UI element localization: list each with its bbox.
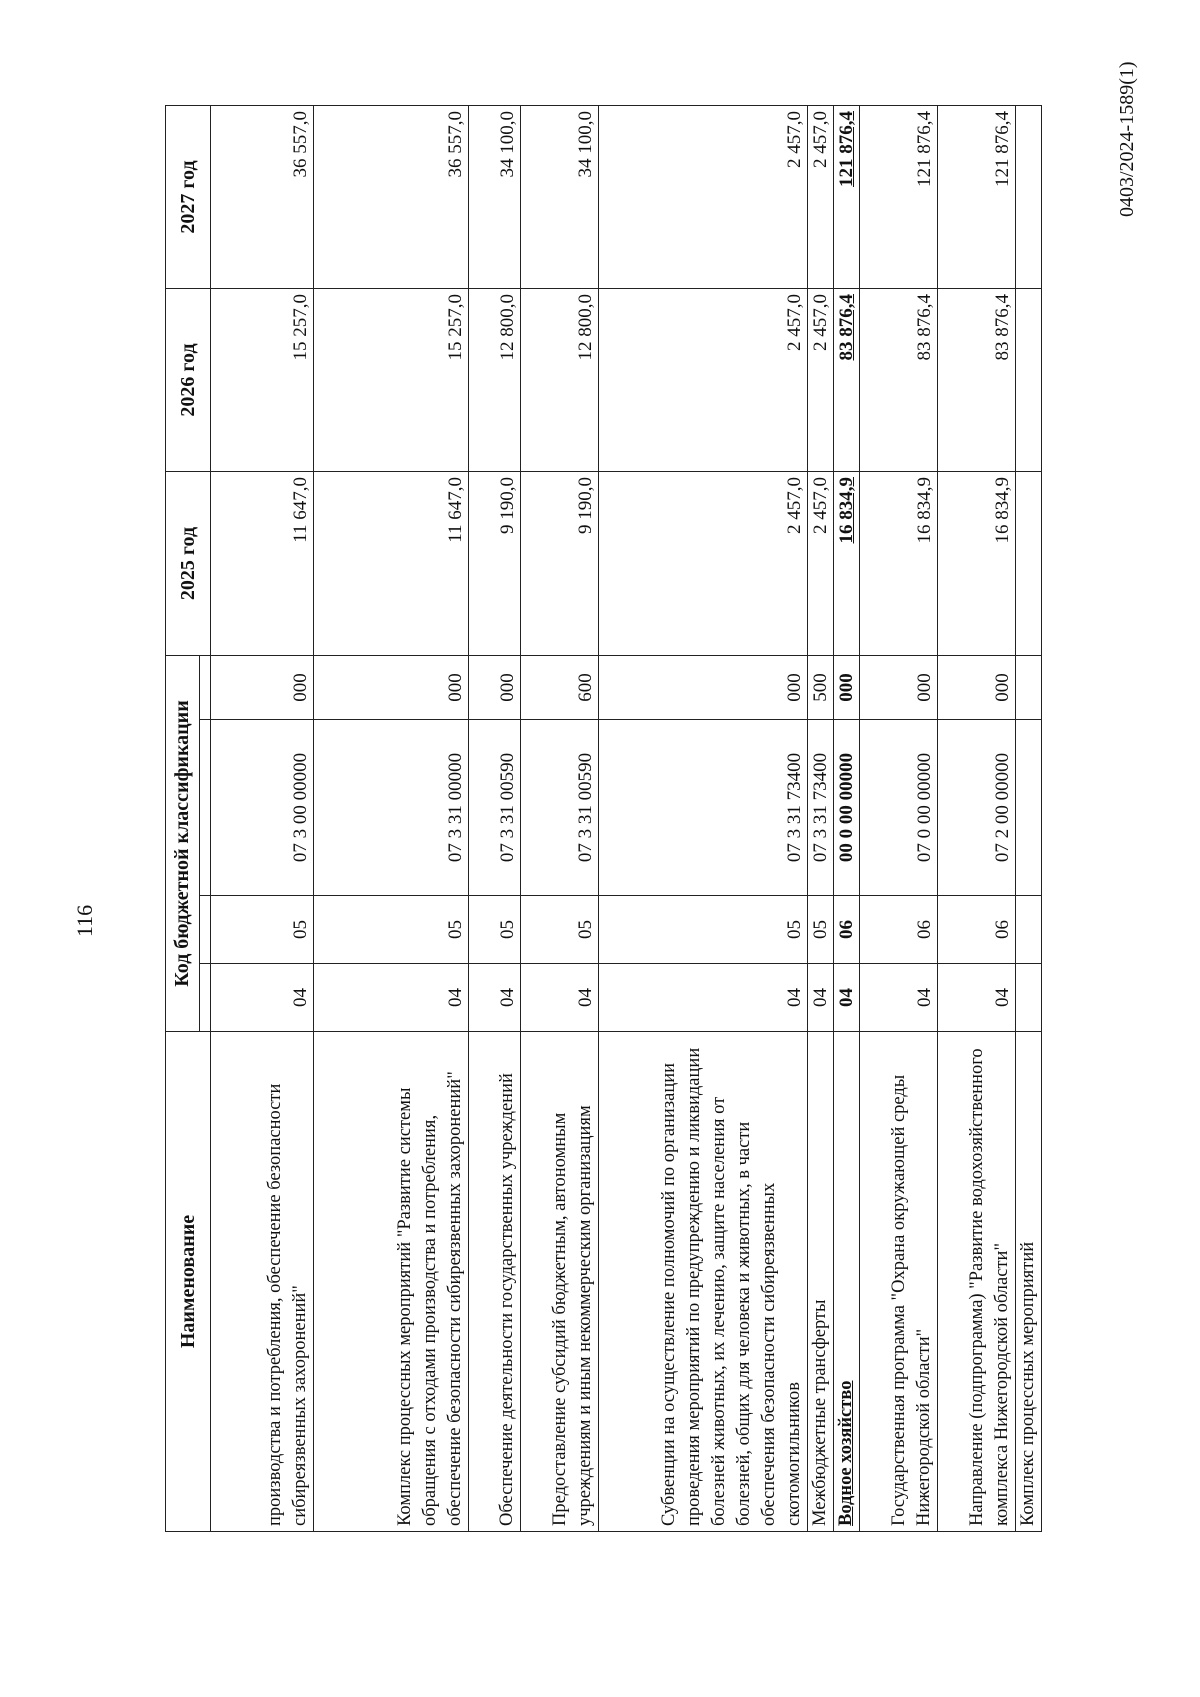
header-2027: 2027 год [166,106,211,289]
code-subsection: 05 [314,896,469,964]
code-section: 04 [599,964,808,1032]
table-row [808,106,834,1532]
code-section: 04 [469,964,521,1032]
table-row [211,106,314,1532]
code-target: 07 3 00 00000 [211,720,314,896]
table-row [938,106,1016,1532]
code-target [1016,720,1042,896]
value-2026: 12 800,0 [469,289,521,472]
code-subsection: 06 [938,896,1016,964]
value-2027: 121 876,4 [938,106,1016,289]
code-section: 04 [834,964,860,1032]
value-2026: 83 876,4 [834,289,860,472]
code-subsection: 06 [834,896,860,964]
code-target: 07 3 31 00000 [314,720,469,896]
code-expense-type: 000 [599,656,808,720]
value-2025: 11 647,0 [211,472,314,656]
code-subsection: 05 [469,896,521,964]
document-code: 0403/2024-1589(1) [1116,61,1138,217]
row-name: Предоставление субсидий бюджетным, автономным учреждениям и иным некоммерческим организациям [521,1032,599,1532]
row-name: Субвенции на осуществление полномочий по организации проведения мероприятий по предупреждению и ликвидации болезней животных, их лечению, защите населения от болезней, общих для человека и животных, в части обеспечения безопасности сибиреязвенных скотомогильников [599,1032,808,1532]
value-2025: 16 834,9 [834,472,860,656]
code-target: 07 0 00 00000 [860,720,938,896]
code-subsection: 05 [521,896,599,964]
row-name: Комплекс процессных мероприятий "Развитие системы обращения с отходами производства и потребления, обеспечение безопасности сибиреязвенных захоронений" [314,1032,469,1532]
code-expense-type: 500 [808,656,834,720]
code-expense-type: 000 [211,656,314,720]
subheader-cell [200,896,211,964]
value-2027: 34 100,0 [521,106,599,289]
code-expense-type [1016,656,1042,720]
code-target: 07 3 31 73400 [599,720,808,896]
code-section: 04 [314,964,469,1032]
code-subsection [1016,896,1042,964]
row-name: Направление (подпрограмма) "Развитие водохозяйственного комплекса Нижегородской области" [938,1032,1016,1532]
table-body [211,106,1042,1532]
code-expense-type: 000 [834,656,860,720]
subheader-cell [200,656,211,720]
subheader-cell [200,964,211,1032]
value-2027: 36 557,0 [314,106,469,289]
table-row [860,106,938,1532]
code-target: 07 3 31 00590 [469,720,521,896]
code-expense-type: 600 [521,656,599,720]
value-2026: 83 876,4 [938,289,1016,472]
subheader-cell [200,720,211,896]
value-2025: 2 457,0 [808,472,834,656]
table-row [314,106,469,1532]
table-header-row [166,106,200,1532]
code-section: 04 [860,964,938,1032]
value-2027: 36 557,0 [211,106,314,289]
page-number: 116 [72,904,97,937]
code-target: 07 2 00 00000 [938,720,1016,896]
value-2027: 34 100,0 [469,106,521,289]
row-name: Обеспечение деятельности государственных учреждений [469,1032,521,1532]
code-subsection: 05 [599,896,808,964]
value-2027: 2 457,0 [599,106,808,289]
code-section [1016,964,1042,1032]
row-name: Водное хозяйство [834,1032,860,1532]
value-2027: 2 457,0 [808,106,834,289]
value-2027: 121 876,4 [860,106,938,289]
value-2026: 83 876,4 [860,289,938,472]
value-2025: 2 457,0 [599,472,808,656]
value-2026: 2 457,0 [808,289,834,472]
code-expense-type: 000 [314,656,469,720]
value-2026 [1016,289,1042,472]
value-2027: 121 876,4 [834,106,860,289]
code-subsection: 05 [211,896,314,964]
table-row [834,106,860,1532]
code-subsection: 06 [860,896,938,964]
table-row [1016,106,1042,1532]
code-section: 04 [521,964,599,1032]
row-name: Государственная программа "Охрана окружающей среды Нижегородской области" [860,1032,938,1532]
value-2025: 9 190,0 [521,472,599,656]
value-2027 [1016,106,1042,289]
code-expense-type: 000 [469,656,521,720]
code-section: 04 [938,964,1016,1032]
code-target: 00 0 00 00000 [834,720,860,896]
table-row [599,106,808,1532]
header-2025: 2025 год [166,472,211,656]
row-name: производства и потребления, обеспечение безопасности сибиреязвенных захоронений" [211,1032,314,1532]
value-2025 [1016,472,1042,656]
row-name: Комплекс процессных мероприятий [1016,1032,1042,1532]
table-row [521,106,599,1532]
value-2026: 12 800,0 [521,289,599,472]
table-row [469,106,521,1532]
code-target: 07 3 31 00590 [521,720,599,896]
code-expense-type: 000 [860,656,938,720]
value-2026: 15 257,0 [314,289,469,472]
code-expense-type: 000 [938,656,1016,720]
value-2025: 16 834,9 [860,472,938,656]
code-target: 07 3 31 73400 [808,720,834,896]
header-2026: 2026 год [166,289,211,472]
value-2025: 9 190,0 [469,472,521,656]
row-name: Межбюджетные трансферты [808,1032,834,1532]
code-subsection: 05 [808,896,834,964]
budget-table [165,105,1042,1532]
code-section: 04 [808,964,834,1032]
header-name: Наименование [166,1032,211,1532]
code-section: 04 [211,964,314,1032]
header-code-group: Код бюджетной классификации [166,656,200,1032]
value-2025: 16 834,9 [938,472,1016,656]
value-2025: 11 647,0 [314,472,469,656]
value-2026: 2 457,0 [599,289,808,472]
value-2026: 15 257,0 [211,289,314,472]
